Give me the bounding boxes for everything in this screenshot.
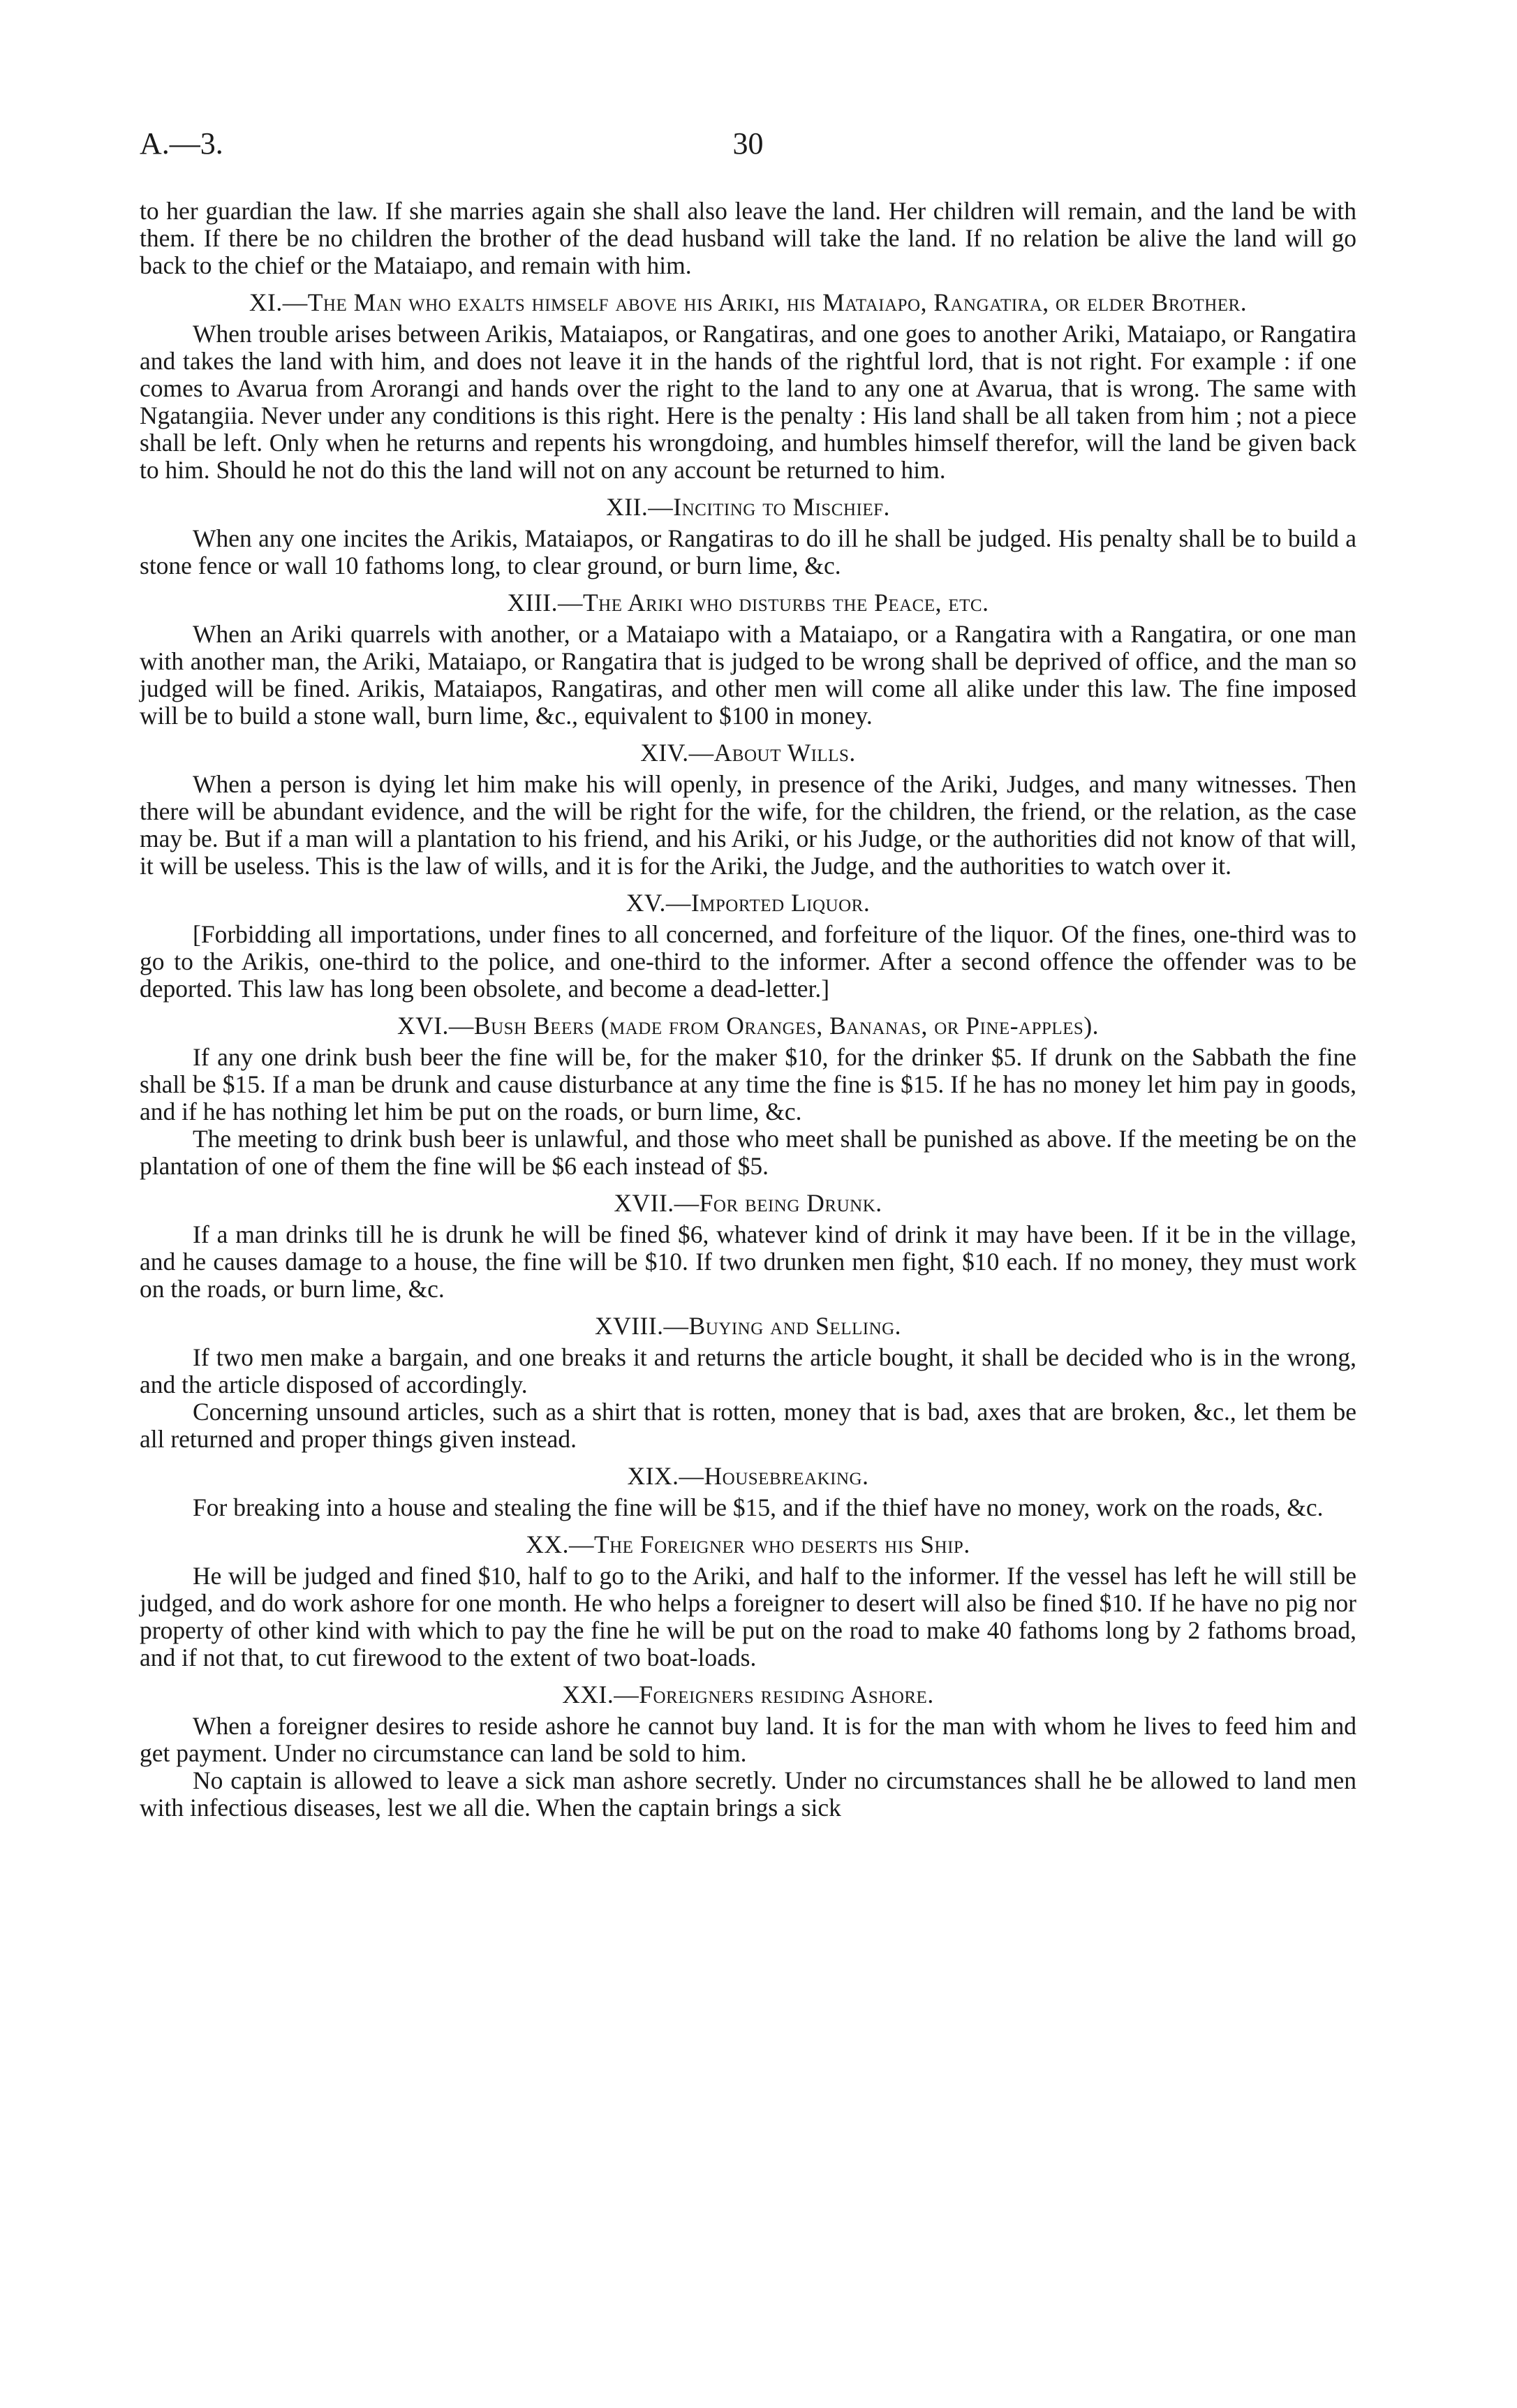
section-xviii-paragraph-1: If two men make a bargain, and one breaks it and returns the article bought, it shall be decided who is in the wrong, and the article disposed of accordingly.: [140, 1343, 1356, 1398]
section-xix-paragraph: For breaking into a house and stealing the fine will be $15, and if the thief have no money, work on the roads, &c.: [193, 1493, 1324, 1521]
section-title-xviii: XVIII.—Buying and Selling.: [594, 1312, 902, 1340]
section-title-xiv: XIV.—About Wills.: [640, 739, 856, 767]
document-body: [140, 198, 1356, 1822]
section-title-xiii: XIII.—The Ariki who disturbs the Peace, etc.: [507, 589, 989, 616]
section-title-xv: XV.—Imported Liquor.: [626, 889, 871, 917]
section-xii-paragraph: When any one incites the Arikis, Mataiapos, or Rangatiras to do ill he shall be judged. His penalty shall be to build a stone fence or wall 10 fathoms long, to clear ground, or burn lime, &c.: [140, 524, 1356, 579]
section-title-xi: XI.—The Man who exalts himself above his Ariki, his Mataiapo, Rangatira, or elder Brother.: [249, 288, 1248, 316]
section-xvii-paragraph: If a man drinks till he is drunk he will be fined $6, whatever kind of drink it may have been. If it be in the village, and he causes damage to a house, the fine will be $10. If two drunken men fight, $10 each. If no money, they must work on the roads, or burn lime, &c.: [140, 1220, 1356, 1303]
intro-paragraph: to her guardian the law. If she marries again she shall also leave the land. Her children will remain, and the land be with them. If there be no children the brother of the dead husband will take the land. If no relation be alive the land will go back to the chief or the Mataiapo, and remain with him.: [140, 197, 1356, 279]
section-title-xvii: XVII.—For being Drunk.: [614, 1189, 882, 1217]
section-xx-paragraph: He will be judged and fined $10, half to go to the Ariki, and half to the informer. If the vessel has left he will still be judged, and do work ashore for one month. He who helps a foreigner to desert will also be fined $10. If he have no pig nor property of other kind with which to pay the fine he will be put on the road to make 40 fathoms long by 2 fathoms broad, and if not that, to cut firewood to the extent of two boat-loads.: [140, 1562, 1356, 1671]
section-xvi-paragraph-2: The meeting to drink bush beer is unlawful, and those who meet shall be punished as above. If the meeting be on the plantation of one of them the fine will be $6 each instead of $5.: [140, 1125, 1356, 1180]
section-xxi-paragraph-1: When a foreigner desires to reside ashore he cannot buy land. It is for the man with whom he lives to feed him and get payment. Under no circumstance can land be sold to him.: [140, 1712, 1356, 1767]
section-title-xvi: XVI.—Bush Beers (made from Oranges, Bananas, or Pine-apples).: [397, 1012, 1100, 1040]
page-header: [140, 126, 1356, 175]
section-xxi-paragraph-2: No captain is allowed to leave a sick man ashore secretly. Under no circumstances shall he be allowed to land men with infectious diseases, lest we all die. When the captain brings a sick: [140, 1766, 1356, 1822]
section-xi-paragraph: When trouble arises between Arikis, Mataiapos, or Rangatiras, and one goes to another Ariki, Mataiapo, or Rangatira and takes the land with him, and does not leave it in the hands of the rightful lord, that is not right. For example : if one comes to Avarua from Arorangi and hands over the right to the land to any one at Avarua, that is wrong. The same with Ngatangiia. Never under any conditions is this right. Here is the penalty : His land shall be all taken from him ; not a piece shall be left. Only when he returns and repents his wrongdoing, and humbles himself therefor, will the land be given back to him. Should he not do this the land will not on any account be returned to him.: [140, 320, 1356, 484]
page-number: 30: [732, 126, 764, 161]
document-reference: A.—3.: [140, 126, 223, 161]
section-xvi-paragraph-1: If any one drink bush beer the fine will be, for the maker $10, for the drinker $5. If drunk on the Sabbath the fine shall be $15. If a man be drunk and cause disturbance at any time the fine is $15. If he has no money let him pay in goods, and if he has nothing let him be put on the roads, or burn lime, &c.: [140, 1043, 1356, 1125]
section-xiv-paragraph: When a person is dying let him make his will openly, in presence of the Ariki, Judges, and many witnesses. Then there will be abundant evidence, and the will be right for the wife, for the children, the friend, or the relation, as the case may be. But if a man will a plantation to his friend, and his Ariki, or his Judge, or the authorities did not know of that will, it will be useless. This is the law of wills, and it is for the Ariki, the Judge, and the authorities to watch over it.: [140, 770, 1356, 880]
section-xv-paragraph: [Forbidding all importations, under fines to all concerned, and forfeiture of the liquor. Of the fines, one-third was to go to the Arikis, one-third to the police, and one-third to the informer. After a second offence the offender was to be deported. This law has long been obsolete, and become a dead-letter.]: [140, 920, 1356, 1003]
section-title-xxi: XXI.—Foreigners residing Ashore.: [562, 1681, 934, 1708]
section-xiii-paragraph: When an Ariki quarrels with another, or a Mataiapo with a Mataiapo, or a Rangatira with a Rangatira, or one man with another man, the Ariki, Mataiapo, or Rangatira that is judged to be wrong shall be deprived of office, and the man so judged will be fined. Arikis, Mataiapos, Rangatiras, and other men will come all alike under this law. The fine imposed will be to build a stone wall, burn lime, &c., equivalent to $100 in money.: [140, 620, 1356, 730]
section-title-xx: XX.—The Foreigner who deserts his Ship.: [526, 1530, 970, 1558]
section-title-xix: XIX.—Housebreaking.: [627, 1462, 869, 1490]
section-title-xii: XII.—Inciting to Mischief.: [606, 493, 890, 521]
section-xviii-paragraph-2: Concerning unsound articles, such as a shirt that is rotten, money that is bad, axes that are broken, &c., let them be all returned and proper things given instead.: [140, 1398, 1356, 1453]
